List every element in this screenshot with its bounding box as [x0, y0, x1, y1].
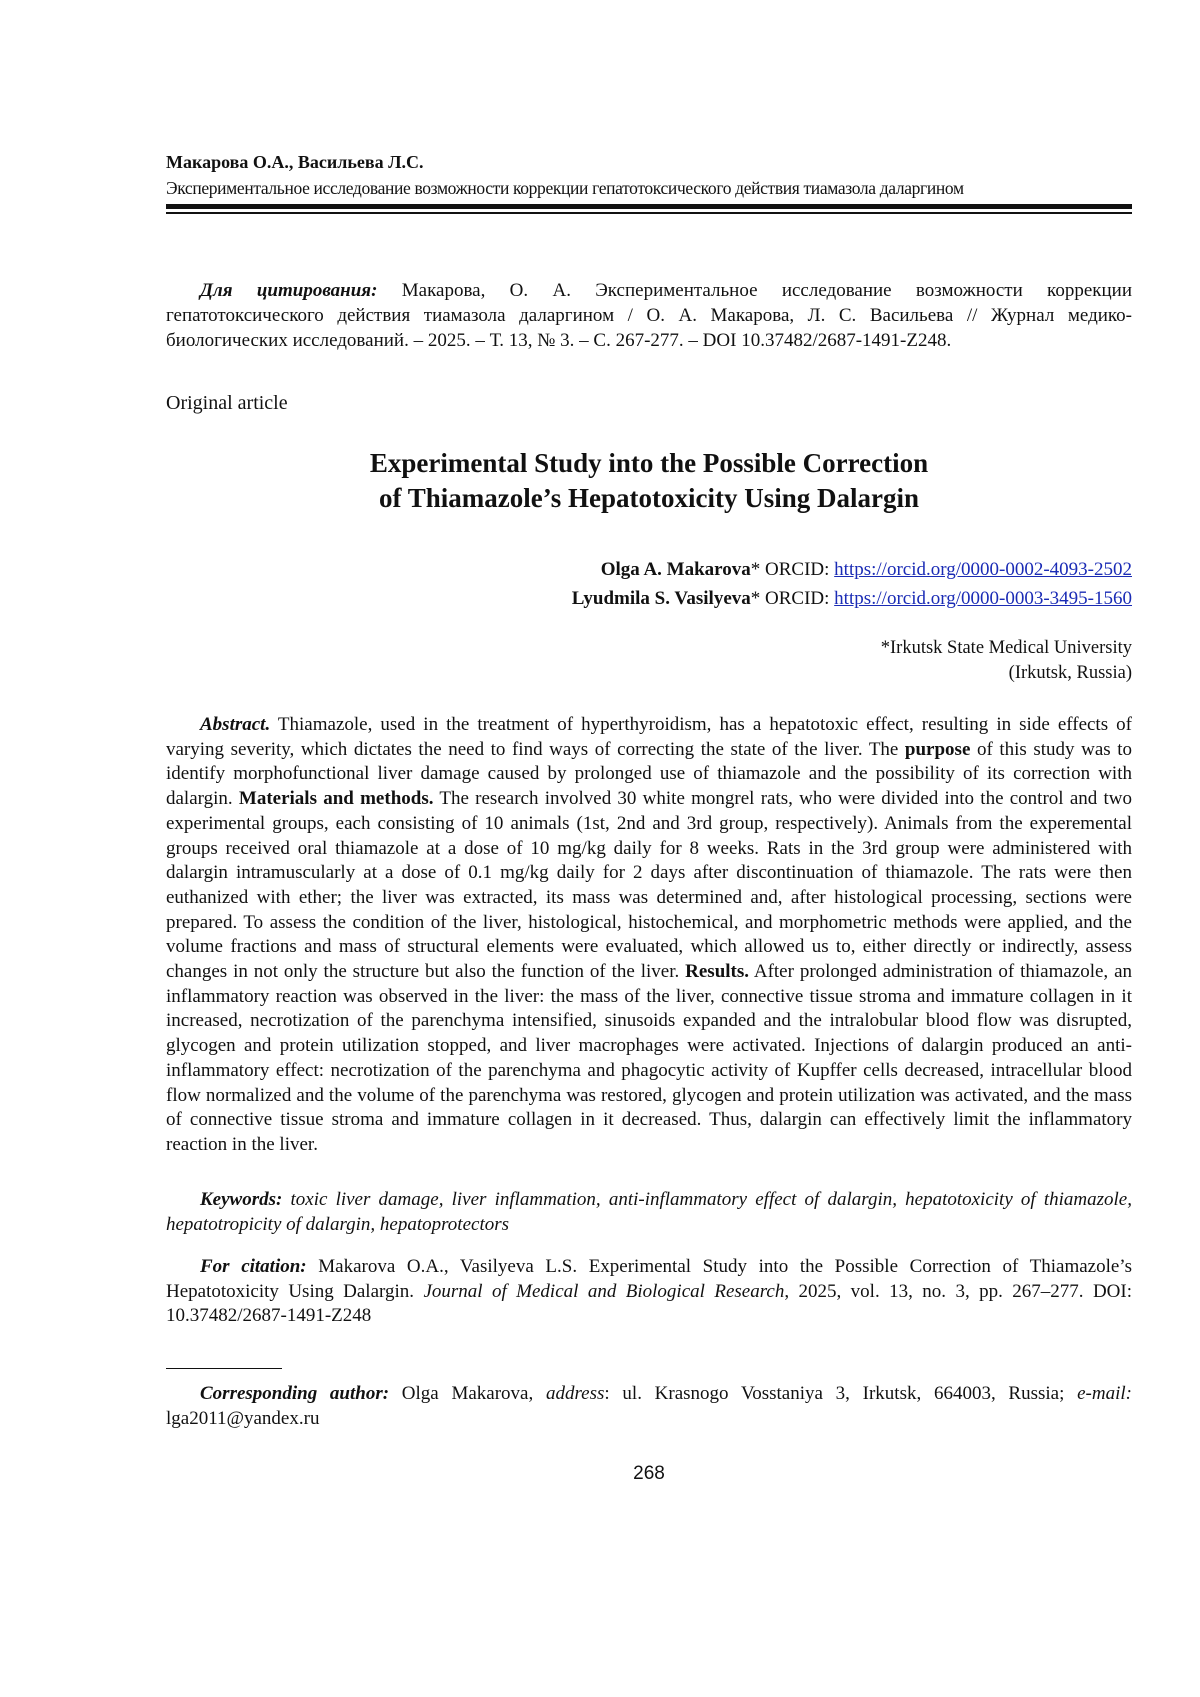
- author-mark: * ORCID:: [750, 559, 835, 580]
- citation-en-text: , 2025, vol. 13, no. 3, pp. 267–277. DOI: 10.37482/2687-1491-Z248: [166, 1280, 1133, 1327]
- author-line: [572, 555, 1132, 584]
- abstract-text: The research involved 30 white mongrel rats, who were divided into the control and two experimental groups, each consisting of 10 animals (1st, 2nd and 3rd group, respectively). Animals from the experemental groups received oral thiamazole at a dose of 10 mg/kg daily for 8 weeks. Rats in the 3rd group were administered with dalargin intramuscularly at a dose of 0.1 mg/kg daily for 2 days after discontinuation of thiamazole. The rats were then euthanized with ether; the liver was extracted, its mass was determined and, after histological processing, sections were prepared. To assess the condition of the liver, histological, histochemical, and morphometric methods were applied, and the volume fractions and mass of structural elements were evaluated, which allowed us to, either directly or indirectly, assess changes in not only the structure but also the function of the liver.: [166, 788, 1132, 983]
- author-name: Olga A. Makarova: [600, 559, 751, 580]
- author-list: [572, 555, 1132, 613]
- citation-ru: [166, 278, 1132, 353]
- abstract-text: of this study was to identify morphofunctional liver damage caused by prolonged use of thiamazole and the possibility of its correction with dalargin.: [166, 738, 1132, 810]
- affiliation: [881, 636, 1132, 686]
- keywords: [166, 1188, 1132, 1237]
- affiliation-line-1: *Irkutsk State Medical University: [880, 638, 1132, 658]
- purpose-label: purpose: [904, 738, 971, 760]
- footnote-rule: [166, 1368, 282, 1369]
- article-title: [166, 446, 1132, 516]
- page: [166, 0, 1132, 1697]
- keywords-label: Keywords:: [200, 1189, 283, 1210]
- abstract-text: After prolonged administration of thiamazole, an inflammatory reaction was observed in the liver: the mass of the liver, connective tissue stroma and immature collagen in it increased, necrotization of the parenchyma intensified, sinusoids expanded and the intralobular blood flow was disrupted, glycogen and protein utilization stopped, and liver macrophages were activated. Injections of dalargin produced an anti-inflammatory effect: necrotization of the parenchyma and phagocytic activity of Kupffer cells decreased, intracellular blood flow normalized and the volume of the parenchyma was restored, glycogen and protein utilization was activated, and the mass of connective tissue stroma and immature collagen in it decreased. Thus, dalargin can effectively limit the inflammatory reaction in the liver.: [166, 961, 1132, 1155]
- citation-ru-label: Для цитирования:: [200, 280, 378, 301]
- corresponding-name: Olga Makarova,: [389, 1383, 546, 1404]
- article-title-line-2: of Thiamazole’s Hepatotoxicity Using Dalargin: [379, 483, 919, 513]
- citation-en-text: Makarova O.A., Vasilyeva L.S. Experimental Study into the Possible Correction of Thiamazole’s Hepatotoxicity Using Dalargin.: [166, 1256, 1132, 1302]
- email-text: lga2011@yandex.ru: [166, 1407, 320, 1429]
- keywords-text: toxic liver damage, liver inflammation, anti-inflammatory effect of dalargin, hepatotoxicity of thiamazole, hepatotropicity of dalargin, hepatoprotectors: [166, 1189, 1132, 1235]
- header-rule-thin: [166, 212, 1132, 214]
- running-header-authors: Макарова О.А., Васильева Л.С.: [166, 152, 424, 172]
- abstract-label: Abstract.: [200, 714, 271, 735]
- citation-en-label: For citation:: [200, 1256, 307, 1277]
- address-text: : ul. Krasnogo Vosstaniya 3, Irkutsk, 664003, Russia;: [604, 1383, 1078, 1404]
- header-rule-thick: [166, 204, 1132, 209]
- author-name: Lyudmila S. Vasilyeva: [571, 588, 751, 609]
- abstract-text: Thiamazole, used in the treatment of hyperthyroidism, has a hepatotoxic effect, resulting in side effects of varying severity, which dictates the need to find ways of correcting the state of the liver. The: [166, 714, 1132, 760]
- orcid-link[interactable]: https://orcid.org/0000-0002-4093-2502: [834, 559, 1132, 580]
- corresponding-label: Corresponding author:: [200, 1383, 390, 1404]
- corresponding-author: [166, 1382, 1132, 1431]
- affiliation-line-2: (Irkutsk, Russia): [1008, 663, 1132, 683]
- article-title-line-1: Experimental Study into the Possible Correction: [369, 448, 929, 478]
- orcid-link[interactable]: https://orcid.org/0000-0003-3495-1560: [834, 588, 1132, 609]
- article-type: Original article: [166, 392, 288, 414]
- email-label: e-mail:: [1077, 1383, 1132, 1404]
- abstract: [166, 713, 1132, 1158]
- citation-en: [166, 1255, 1132, 1329]
- results-label: Results.: [685, 961, 750, 983]
- author-mark: * ORCID:: [750, 588, 835, 609]
- page-number: 268: [633, 1463, 665, 1484]
- address-label: address: [545, 1383, 605, 1404]
- citation-ru-text: Макарова, О. А. Экспериментальное исследование возможности коррекции гепатотоксического действия тиамазола даларгином / О. А. Макарова, Л. С. Васильева // Журнал медико-биологических исследований. – 2025. – Т. 13, № 3. – С. 267-277. – DOI 10.37482/2687-1491-Z248.: [166, 280, 1132, 351]
- running-header-title: Экспериментальное исследование возможности коррекции гепатотоксического действия тиамазола даларгином: [166, 178, 964, 198]
- author-line: [572, 584, 1132, 613]
- methods-label: Materials and methods.: [238, 788, 434, 810]
- journal-name: Journal of Medical and Biological Research: [423, 1280, 785, 1302]
